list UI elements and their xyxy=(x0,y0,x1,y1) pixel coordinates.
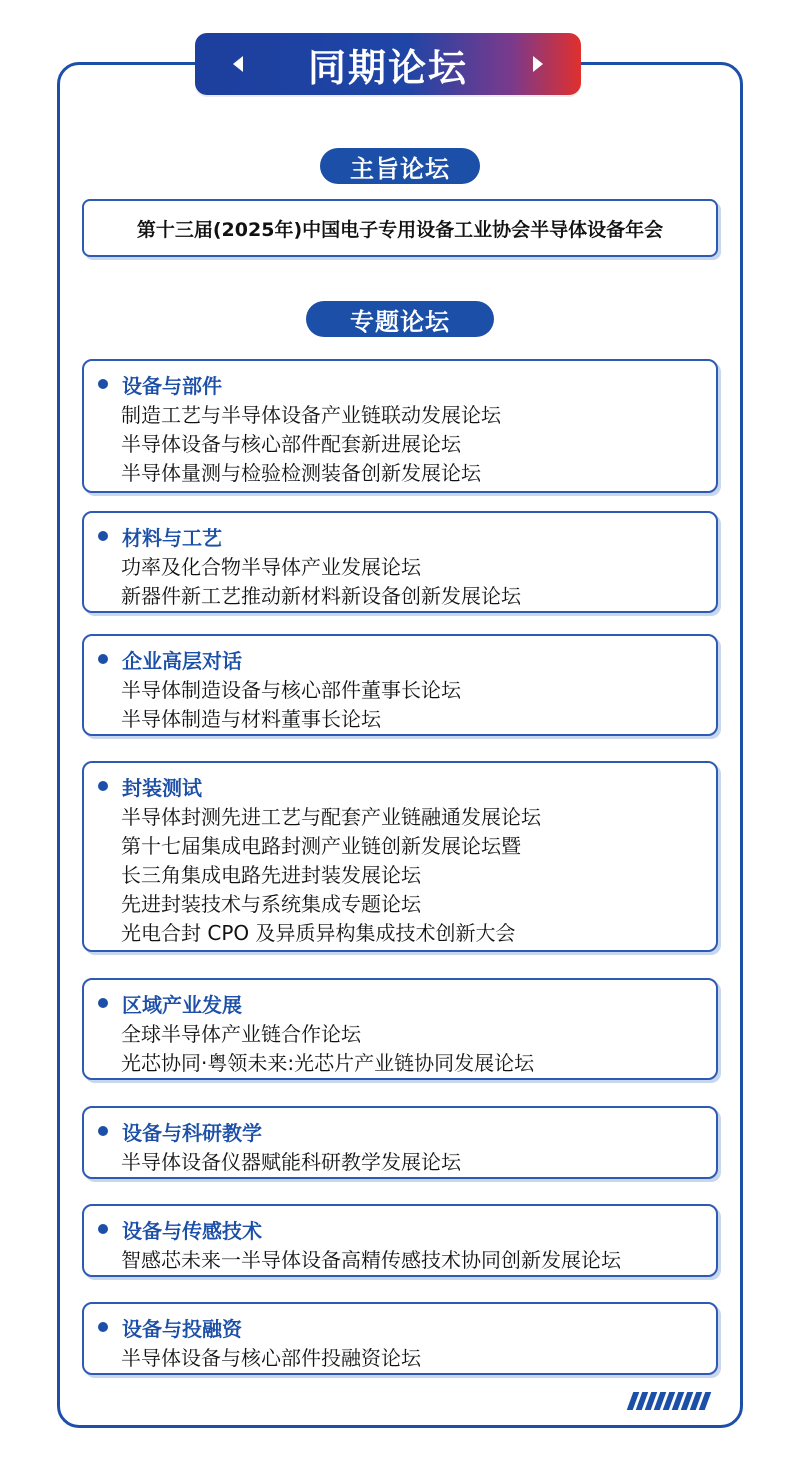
forum-item: 长三角集成电路先进封装发展论坛 xyxy=(121,863,421,887)
forum-item: 半导体量测与检验检测装备创新发展论坛 xyxy=(121,461,481,485)
card-title: 设备与传感技术 xyxy=(122,1218,262,1243)
card-title: 设备与部件 xyxy=(122,373,222,398)
forum-card-regional-industry xyxy=(82,978,718,1080)
forum-item: 半导体制造与材料董事长论坛 xyxy=(121,707,381,731)
forum-item: 光电合封 CPO 及异质异构集成技术创新大会 xyxy=(121,921,516,945)
forum-card-equipment-parts xyxy=(82,359,718,493)
card-items xyxy=(84,803,716,948)
card-head xyxy=(84,1118,716,1144)
card-head xyxy=(84,990,716,1016)
card-head xyxy=(84,646,716,672)
keynote-section-label: 主旨论坛 xyxy=(320,148,480,184)
bullet-dot-icon xyxy=(98,998,108,1008)
bullet-dot-icon xyxy=(98,1126,108,1136)
forum-card-investment-financing xyxy=(82,1302,718,1375)
forum-item: 半导体封测先进工艺与配套产业链融通发展论坛 xyxy=(121,805,541,829)
forum-item: 制造工艺与半导体设备产业链联动发展论坛 xyxy=(121,403,501,427)
forum-item: 新器件新工艺推动新材料新设备创新发展论坛 xyxy=(121,584,521,608)
card-items xyxy=(84,676,716,734)
card-items xyxy=(84,401,716,488)
bullet-dot-icon xyxy=(98,379,108,389)
bullet-dot-icon xyxy=(98,1322,108,1332)
chevron-right-icon xyxy=(533,56,543,72)
keynote-forum-title: 第十三届(2025年)中国电子专用设备工业协会半导体设备年会 xyxy=(136,218,664,241)
forum-item: 半导体设备与核心部件配套新进展论坛 xyxy=(121,432,461,456)
card-head xyxy=(84,1314,716,1340)
page-title: 同期论坛 xyxy=(307,45,468,90)
forum-item: 先进封装技术与系统集成专题论坛 xyxy=(121,892,421,916)
forum-item: 全球半导体产业链合作论坛 xyxy=(121,1022,361,1046)
forum-card-research-education xyxy=(82,1106,718,1179)
forum-card-executive-dialogue xyxy=(82,634,718,736)
card-title: 设备与投融资 xyxy=(122,1316,242,1341)
chevron-left-icon xyxy=(233,56,243,72)
forum-item: 第十七届集成电路封测产业链创新发展论坛暨 xyxy=(121,834,521,858)
forum-item: 功率及化合物半导体产业发展论坛 xyxy=(121,555,421,579)
keynote-forum xyxy=(82,199,718,257)
card-head xyxy=(84,523,716,549)
card-head xyxy=(84,371,716,397)
forum-item: 半导体制造设备与核心部件董事长论坛 xyxy=(121,678,461,702)
card-head xyxy=(84,1216,716,1242)
card-title: 企业高层对话 xyxy=(122,648,242,673)
bullet-dot-icon xyxy=(98,531,108,541)
bullet-dot-icon xyxy=(98,654,108,664)
forum-item: 半导体设备与核心部件投融资论坛 xyxy=(121,1346,421,1370)
forum-card-packaging-test xyxy=(82,761,718,952)
card-items xyxy=(84,1148,716,1177)
card-items xyxy=(84,553,716,611)
card-title: 材料与工艺 xyxy=(122,525,222,550)
card-head xyxy=(84,773,716,799)
forum-item: 智感芯未来一半导体设备高精传感技术协同创新发展论坛 xyxy=(121,1248,621,1272)
forum-item: 半导体设备仪器赋能科研教学发展论坛 xyxy=(121,1150,461,1174)
card-items xyxy=(84,1246,716,1275)
bullet-dot-icon xyxy=(98,781,108,791)
card-title: 封装测试 xyxy=(122,775,202,800)
forum-item: 光芯协同·粤领未来:光芯片产业链协同发展论坛 xyxy=(121,1051,535,1075)
title-banner xyxy=(195,33,581,95)
card-items xyxy=(84,1344,716,1373)
forum-card-sensing-tech xyxy=(82,1204,718,1277)
forum-card-materials-process xyxy=(82,511,718,613)
bullet-dot-icon xyxy=(98,1224,108,1234)
card-title: 设备与科研教学 xyxy=(122,1120,262,1145)
decorative-stripes-icon xyxy=(630,1392,714,1410)
topic-section-label: 专题论坛 xyxy=(306,301,494,337)
card-title: 区域产业发展 xyxy=(122,992,242,1017)
card-items xyxy=(84,1020,716,1078)
